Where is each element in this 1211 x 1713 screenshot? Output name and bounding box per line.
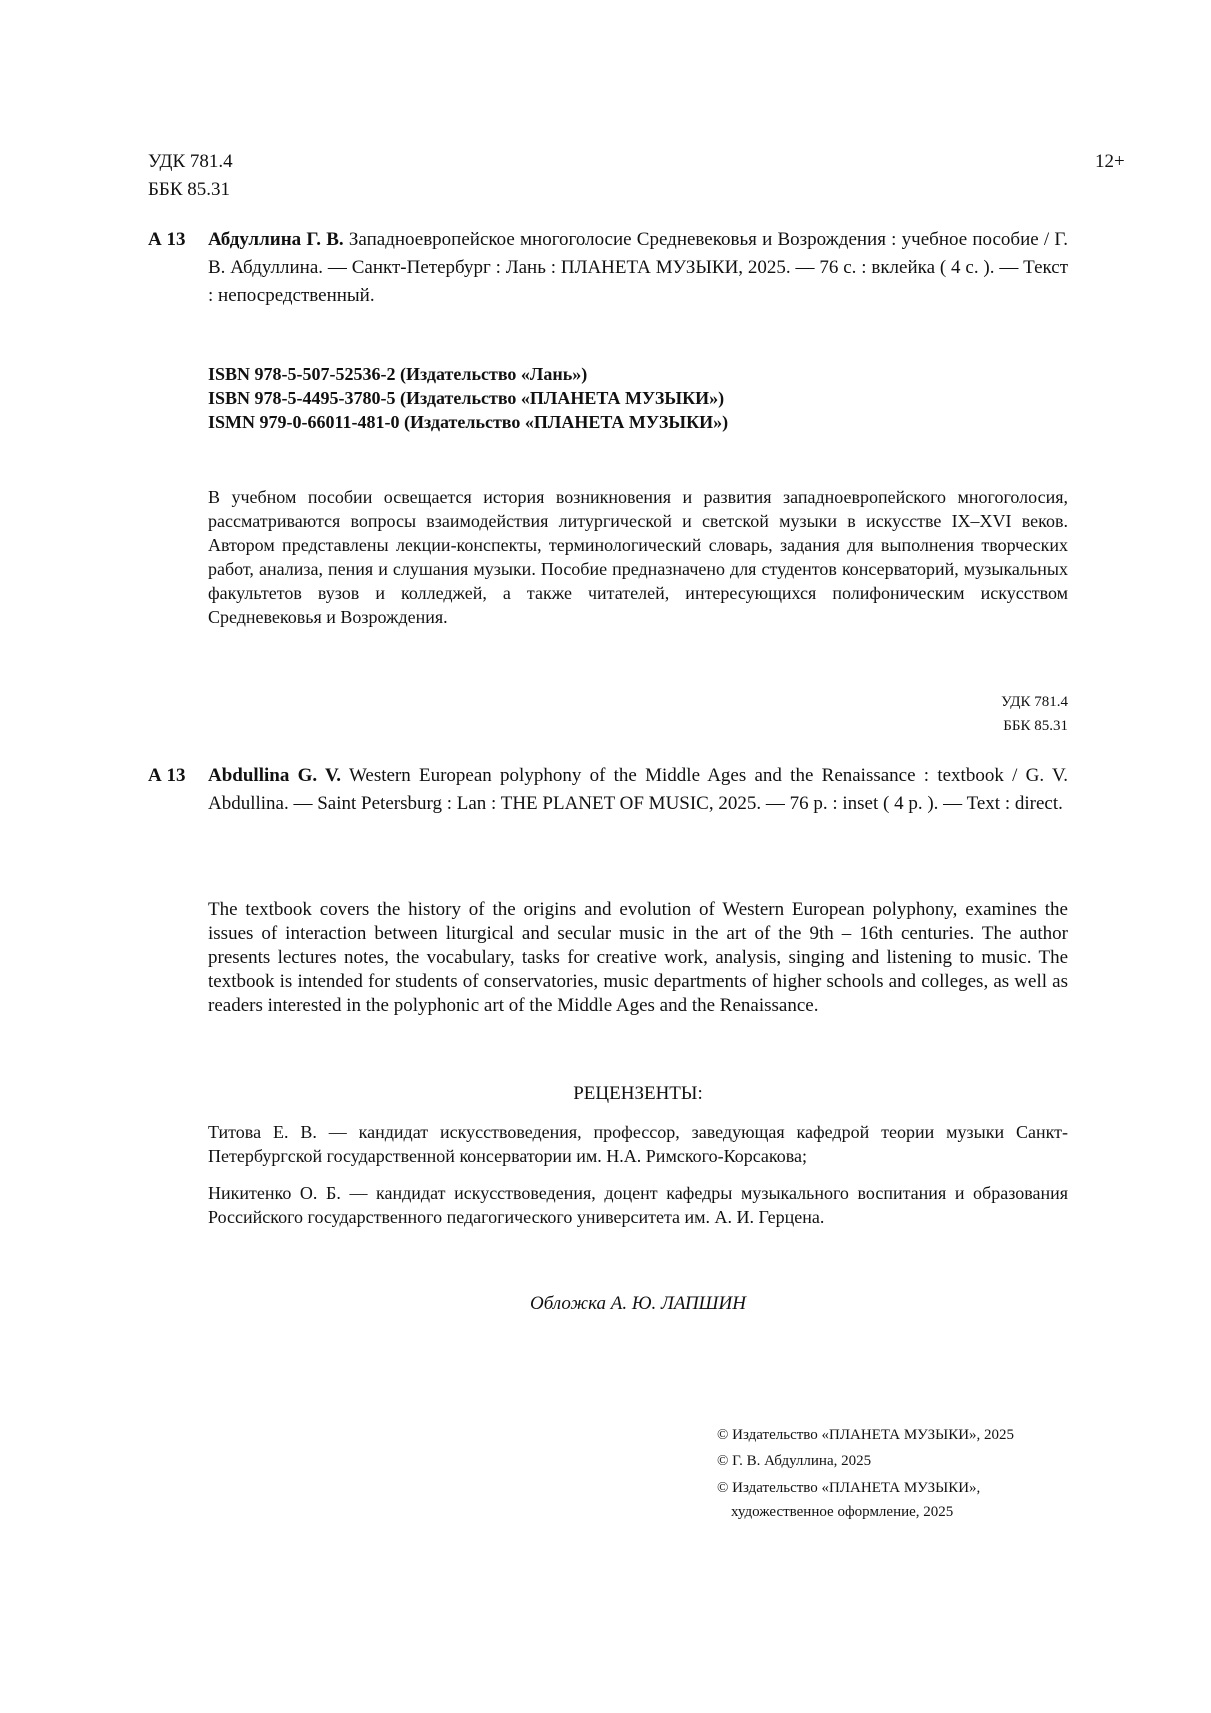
reviewer-titova: Титова Е. В. — кандидат искусствоведения, профессор, заведующая кафедрой теории музыки Санкт-Петербургской государственной консерватории им. Н.А. Римского-Корсакова;: [208, 1122, 1068, 1166]
ru-bibliographic-entry: [148, 226, 1068, 310]
right-bbk: ББК 85.31: [1003, 718, 1068, 734]
isbn-planeta: ISBN 978-5-4495-3780-5 (Издательство «ПЛАНЕТА МУЗЫКИ»): [208, 388, 725, 408]
copyright-planeta: © Издательство «ПЛАНЕТА МУЗЫКИ», 2025: [717, 1427, 1015, 1443]
header-bbk: ББК 85.31: [148, 179, 230, 200]
isbn-lan: ISBN 978-5-507-52536-2 (Издательство «Лань»): [208, 364, 588, 384]
ru-abstract: В учебном пособии освещается история возникновения и развития западноевропейского многоголосия, рассматриваются вопросы взаимодействия литургической и светской музыки в искусстве IX–XVI веков. Автором представлены лекции-конспекты, терминологический словарь, задания для выполнения творческих работ, анализа, пения и слушания музыки. Пособие предназначено для студентов консерваторий, музыкальных факультетов вузов и колледжей, а также читателей, интересующихся полифоническим искусством Средневековья и Возрождения.: [208, 487, 1068, 627]
ru-entry-index: А 13: [148, 229, 186, 250]
age-rating: 12+: [1095, 151, 1125, 172]
copyright-block: [717, 1422, 1014, 1524]
en-entry-author: Abdullina G. V.: [208, 765, 342, 786]
en-bibliographic-entry: [148, 762, 1068, 818]
en-abstract: The textbook covers the history of the origins and evolution of Western European polyphony, examines the issues of interaction between liturgical and secular music in the art of the 9th – 16th centuries. The author presents lectures notes, the vocabulary, tasks for creative work, analysis, singing and listening to music. The textbook is intended for students of conservatories, music departments of higher schools and colleges, as well as readers interested in the polyphonic art of the Middle Ages and the Renaissance.: [208, 899, 1068, 1016]
isbn-block: [208, 362, 728, 434]
right-udk: УДК 781.4: [1001, 694, 1068, 710]
cover-credit: Обложка А. Ю. ЛАПШИН: [530, 1293, 746, 1314]
copyright-author: © Г. В. Абдуллина, 2025: [717, 1453, 872, 1469]
ru-entry-text: Западноевропейское многоголосие Средневековья и Возрождения : учебное пособие / Г. В. Абдуллина. — Санкт-Петербург : Лань : ПЛАНЕТА МУЗЫКИ, 2025. — 76 с. : вклейка ( 4 с. ). — Текст : непосредственный.: [208, 229, 1068, 306]
en-entry-text: Western European polyphony of the Middle Ages and the Renaissance : textbook / G. V. Abdullina. — Saint Petersburg : Lan : THE PLANET OF MUSIC, 2025. — 76 p. : inset ( 4 p. ). — Text : direct.: [208, 765, 1068, 814]
copyright-design-cont: художественное оформление, 2025: [731, 1504, 954, 1520]
reviewers-heading: РЕЦЕНЗЕНТЫ:: [573, 1083, 703, 1104]
copyright-design: © Издательство «ПЛАНЕТА МУЗЫКИ»,: [717, 1480, 981, 1496]
reviewer-nikitenko: Никитенко О. Б. — кандидат искусствоведения, доцент кафедры музыкального воспитания и образования Российского государственного педагогического университета им. А. И. Герцена.: [208, 1183, 1068, 1227]
en-entry-index: А 13: [148, 765, 186, 786]
header-udk: УДК 781.4: [148, 151, 233, 172]
ismn-planeta: ISMN 979-0-66011-481-0 (Издательство «ПЛАНЕТА МУЗЫКИ»): [208, 412, 729, 432]
ru-entry-author: Абдуллина Г. В.: [208, 229, 344, 250]
